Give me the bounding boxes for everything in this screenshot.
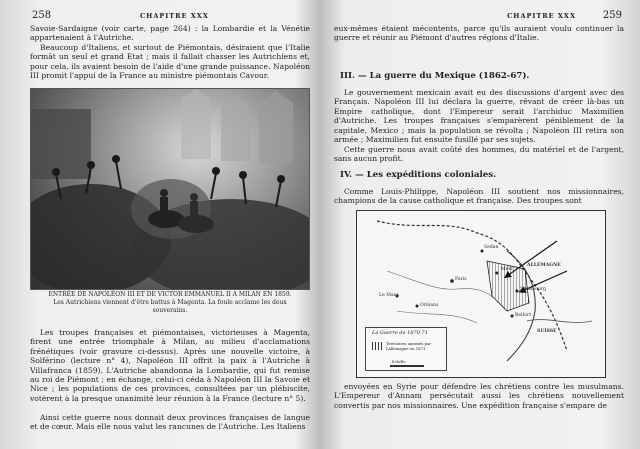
caption-title: ENTRÉE DE NAPOLÉON III ET DE VICTOR EMMANUEL II A MILAN EN 1859. bbox=[48, 291, 292, 298]
caption-text: Les Autrichiens viennent d'être battus à Magenta. La foule acclame les deux souverains. bbox=[53, 299, 287, 314]
paragraph: eux-mêmes étaient mécontents, parce qu'ils auraient voulu continuer la guerre et réunir au Piémont d'autres régions d'Italie. bbox=[334, 24, 624, 43]
paragraph: Savoie-Sardaigne (voir carte, page 264) : la Lombardie et la Vénétie appartenaient à l'Autriche. bbox=[30, 24, 310, 43]
image-caption bbox=[40, 291, 300, 315]
section-heading: III. — La guerre du Mexique (1862-67). bbox=[340, 71, 530, 81]
left-page bbox=[20, 10, 310, 445]
map-label-orleans: Orléans bbox=[420, 303, 439, 308]
running-head: CHAPITRE XXX bbox=[507, 12, 576, 20]
paragraph: Le gouvernement mexicain avait eu des discussions d'argent avec des Français. Napoléon III lui déclara la guerre, rêvant de créer là-bas un Empire catholique, dont l'Empereur serait l'archiduc Maximilien d'Autriche. Les troupes françaises s'emparèrent péniblement de la capitale, Mexico ; mais la population se révolta ; Napoléon III retira son armée ; Maximilien fut ensuite fusillé par ses sujets. bbox=[334, 88, 624, 145]
engraving-illustration bbox=[30, 88, 310, 290]
map-label-allemagne: ALLEMAGNE bbox=[527, 263, 561, 268]
map-label-metz: Metz bbox=[501, 267, 513, 272]
legend-hatch-swatch bbox=[372, 342, 382, 350]
paragraph: Comme Louis-Philippe, Napoléon III soutient nos missionnaires, champions de la cause catholique et française. Des troupes sont bbox=[334, 187, 624, 206]
scale-bar bbox=[390, 365, 424, 367]
legend-text: Territoires annexés par l'Allemagne en 1871 bbox=[386, 341, 432, 351]
map-label-suisse: SUISSE bbox=[537, 329, 557, 334]
running-head: CHAPITRE XXX bbox=[140, 12, 209, 20]
page-number: 258 bbox=[32, 10, 52, 21]
paragraph: Beaucoup d'Italiens, et surtout de Piémontais, désiraient que l'Italie formât un seul et grand Etat ; mais il fallait chasser les Autrichiens et, pour cela, ils avaient besoin de l'aide d'une grande puissance. Napoléon III promit l'appui de la France au ministre piémontais Cavour. bbox=[30, 43, 310, 81]
paragraph: Cette guerre nous avait coûté des hommes, du matériel et de l'argent, sans aucun profit. bbox=[334, 145, 624, 164]
section-heading: IV. — Les expéditions coloniales. bbox=[340, 170, 497, 180]
page-number: 259 bbox=[602, 10, 622, 21]
map-label-belfort: Belfort bbox=[515, 313, 532, 318]
image-credit: Cliché Braun bbox=[260, 280, 287, 285]
scale-label: Echelle bbox=[392, 360, 406, 364]
map-label-paris: Paris bbox=[455, 277, 467, 282]
paragraph: envoyées en Syrie pour défendre les chrétiens contre les musulmans. L'Empereur d'Annam persécutait aussi les chrétiens nouvellement convertis par nos missionnaires. Une expédition française s'empare de bbox=[334, 382, 624, 410]
paragraph: Ainsi cette guerre nous donnait deux provinces françaises de langue et de cœur. Mais elle nous valut les rancunes de l'Autriche. Les Italiens bbox=[30, 413, 310, 432]
right-page bbox=[334, 10, 626, 445]
map-war-1870 bbox=[356, 210, 606, 378]
map-label-le-mans: Le Mans bbox=[379, 293, 399, 298]
paragraph: Les troupes françaises et piémontaises, victorieuses à Magenta, firent une entrée triomphale à Milan, au milieu d'acclamations frénétiques (voir gravure ci-dessus). Après une nouvelle victoire, à Solférino (lecture n° 4), Napoléon III offrit la paix à l'Autriche à Villafranca (1859). L'Autriche abandonna la Lombardie, qui fut remise au roi de Piémont ; en échange, celui-ci céda à Napoléon III la Savoie et Nice ; les populations de ces provinces, consultées par un plébiscite, votèrent à la presque unanimité leur réunion à la France (lecture n° 5). bbox=[30, 328, 310, 403]
map-label-strasbourg: Strasbourg bbox=[520, 287, 547, 292]
crowd-scene-image bbox=[31, 89, 309, 289]
legend-title: La Guerre de 1870-71 bbox=[372, 330, 428, 336]
map-label-sedan: Sedan bbox=[484, 245, 499, 250]
map-legend bbox=[365, 327, 447, 371]
